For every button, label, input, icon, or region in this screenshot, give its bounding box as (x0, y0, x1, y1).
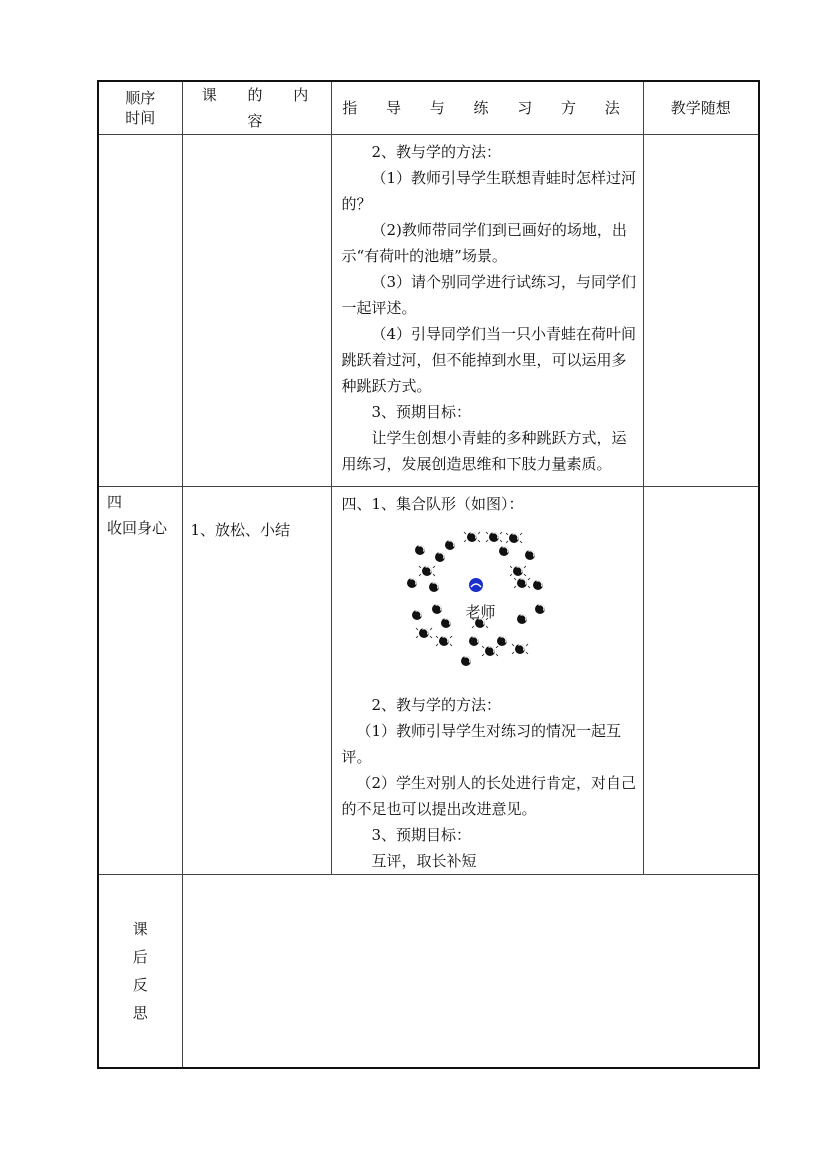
teacher-icon (469, 578, 483, 592)
section3-notes-cell (643, 135, 759, 487)
section4-line: 3、预期目标： (371, 826, 472, 844)
section3-line: （1）教师引导学生联想青蛙时怎样过河的？ (341, 169, 637, 213)
student-icon (412, 610, 422, 620)
student-icon (441, 618, 451, 628)
student-icon (416, 628, 432, 638)
header-content: 课 的 内 容 (182, 81, 331, 135)
section4-content-cell (182, 487, 331, 875)
student-icon (419, 566, 435, 576)
student-icon (407, 578, 417, 588)
student-icon (486, 532, 502, 542)
reflection-row (98, 875, 759, 1068)
section3-order-cell (98, 135, 182, 487)
teacher-label: 老师 (465, 603, 496, 621)
section4-name: 收回身心 (107, 519, 168, 537)
student-icon (535, 604, 545, 614)
reflection-label-cell (98, 875, 182, 1068)
student-icon (469, 636, 479, 646)
formation-title: 四、1、集合队形（如图）： (341, 495, 524, 513)
student-icon (499, 546, 509, 556)
student-icon (497, 636, 507, 646)
reflection-char: 课 (132, 919, 148, 938)
header-guidance: 指 导 与 练 习 方 法 (331, 81, 643, 135)
section4-guidance-cell (331, 487, 643, 875)
student-icon (415, 545, 425, 555)
student-icon (445, 540, 455, 550)
section4-line: （1）教师引导学生对练习的情况一起互评。 (341, 722, 622, 766)
student-icon (461, 656, 471, 666)
student-icon (517, 614, 527, 624)
reflection-char: 反 (132, 975, 148, 994)
section4-line: 互评，取长补短 (371, 852, 477, 870)
header-order-label: 顺序 (125, 89, 156, 107)
reflection-char: 思 (132, 1003, 148, 1022)
student-icon (514, 578, 530, 588)
section3-row (98, 135, 759, 487)
student-icon (436, 636, 452, 646)
student-icon (464, 532, 480, 542)
section4-number: 四 (107, 493, 123, 511)
lesson-plan-table (97, 80, 760, 1069)
section3-content-cell (182, 135, 331, 487)
section3-line: 2、教与学的方法： (371, 143, 502, 161)
student-icon (429, 582, 439, 592)
formation-diagram (342, 517, 642, 692)
student-icon (533, 580, 543, 590)
section3-line: （2)教师带同学们到已画好的场地，出示“有荷叶的池塘”场景。 (341, 221, 627, 265)
student-icon (435, 552, 445, 562)
section3-guidance-cell (331, 135, 643, 487)
section4-line: （2）学生对别人的长处进行肯定，对自己的不足也可以提出改进意见。 (341, 774, 637, 818)
student-icon (482, 646, 498, 656)
student-icon (510, 566, 526, 576)
section3-line: 让学生创想小青蛙的多种跳跃方式，运用练习，发展创造思维和下肢力量素质。 (341, 429, 627, 473)
header-time-label: 时间 (125, 109, 156, 127)
student-icon (512, 644, 528, 654)
student-icon (525, 550, 535, 560)
reflection-char: 后 (132, 947, 148, 966)
section3-line: 3、预期目标： (371, 403, 472, 421)
section4-notes-cell (643, 487, 759, 875)
student-icon (432, 604, 442, 614)
section3-line: （3）请个别同学进行试练习，与同学们一起评述。 (341, 273, 637, 317)
section4-order-cell (98, 487, 182, 875)
section4-row (98, 487, 759, 875)
header-notes: 教学随想 (643, 81, 759, 135)
header-order-time (98, 81, 182, 135)
section4-content: 1、放松、小结 (190, 521, 291, 539)
student-icon (506, 533, 522, 543)
header-row (98, 81, 759, 135)
section3-line: （4）引导同学们当一只小青蛙在荷叶间跳跃着过河，但不能掉到水里，可以运用多种跳跃方式。 (341, 325, 637, 395)
reflection-content-cell (182, 875, 759, 1068)
section4-line: 2、教与学的方法： (371, 696, 502, 714)
